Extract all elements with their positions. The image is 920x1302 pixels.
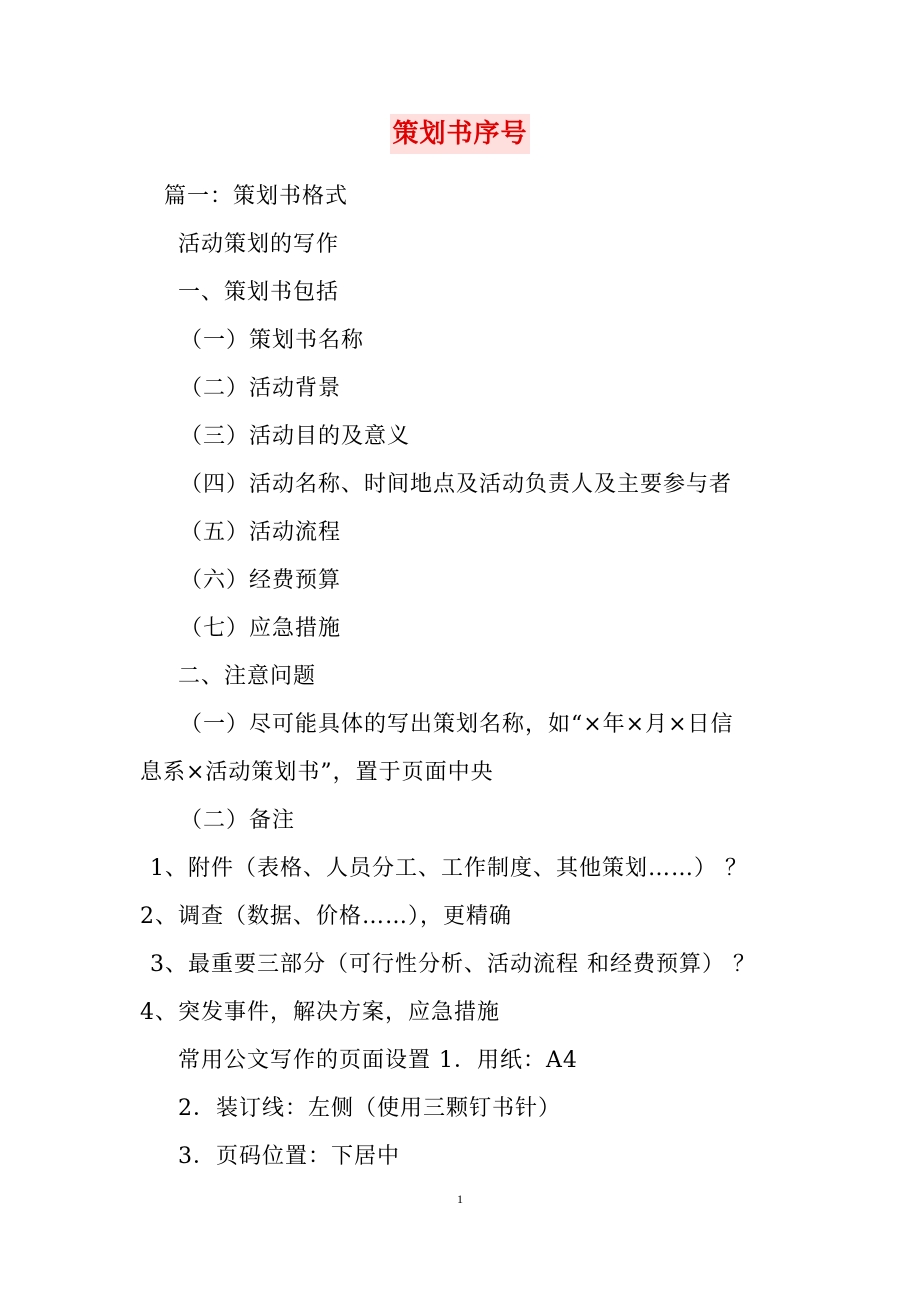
note-item: 1、附件（表格、人员分工、工作制度、其他策划……） ？	[150, 856, 748, 881]
list-heading-1: 一、策划书包括	[178, 280, 340, 305]
list-item: （三）活动目的及意义	[180, 424, 411, 449]
list-item: （四）活动名称、时间地点及活动负责人及主要参与者	[180, 472, 733, 497]
list-item: （五）活动流程	[180, 520, 342, 545]
paragraph-line: 息系×活动策划书”，置于页面中央	[140, 760, 494, 785]
list-item: （一）策划书名称	[180, 328, 365, 353]
list-item: （七）应急措施	[180, 616, 342, 641]
list-item: （二）活动背景	[180, 376, 342, 401]
list-item: （六）经费预算	[180, 568, 342, 593]
note-item: 4、突发事件，解决方案，应急措施	[140, 1000, 500, 1025]
list-item: （二）备注	[180, 808, 296, 833]
note-item: 3、最重要三部分（可行性分析、活动流程 和经费预算） ？	[150, 952, 756, 977]
title-container	[0, 114, 920, 154]
text-line: 3．页码位置：下居中	[178, 1144, 400, 1169]
paragraph-line: （一）尽可能具体的写出策划名称，如“×年×月×日信	[180, 712, 734, 737]
note-item: 2、调查（数据、价格……），更精确	[140, 904, 512, 929]
text-line: 活动策划的写作	[178, 232, 340, 257]
text-line: 常用公文写作的页面设置 1．用纸：A4	[178, 1048, 578, 1073]
page-number: 1	[457, 1192, 463, 1206]
list-heading-2: 二、注意问题	[178, 664, 317, 689]
document-title: 策划书序号	[390, 114, 529, 154]
section-heading-1: 篇一：策划书格式	[164, 184, 349, 209]
text-line: 2．装订线：左侧（使用三颗钉书针）	[178, 1096, 561, 1121]
